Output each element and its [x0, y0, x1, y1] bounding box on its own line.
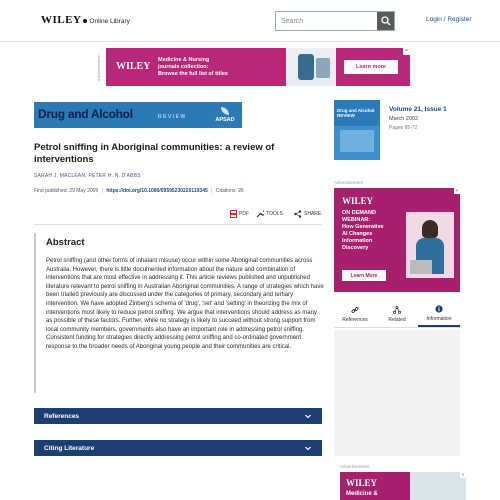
tab-label: Related	[388, 317, 406, 323]
advertisement-label: Advertisement	[340, 464, 369, 469]
advertisement-label: Advertisement	[334, 180, 363, 185]
citing-literature-accordion[interactable]	[34, 440, 322, 456]
ad-close-icon[interactable]: ×	[455, 188, 459, 193]
tools-label: TOOLS	[266, 211, 283, 217]
references-accordion[interactable]	[34, 408, 322, 424]
ad-text-line: Information	[342, 238, 373, 244]
first-published-label: First published:	[34, 188, 68, 194]
article-meta: First published: 29 May 2009 | https://doi.org/10.1080/09595230220119345 | Citations: 26	[34, 188, 244, 194]
side-tabs	[334, 302, 460, 328]
issue-date: March 2002	[389, 116, 419, 122]
pdf-label: PDF	[239, 211, 249, 217]
ad-text-line: How Generative	[342, 224, 384, 230]
information-panel	[334, 330, 460, 456]
doi-link[interactable]: https://doi.org/10.1080/09595230220119345	[106, 188, 208, 194]
ad-close-icon[interactable]: ×	[461, 472, 465, 477]
tab-label: References	[342, 317, 368, 323]
cover-title: Drug and Alcohol REVIEW	[337, 108, 375, 118]
ad-text: Medicine &	[346, 491, 378, 497]
journal-banner[interactable]	[34, 102, 242, 128]
article-title: Petrol sniffing in Aboriginal communities: a review of interventions	[34, 142, 275, 165]
top-advertisement[interactable]	[106, 48, 410, 86]
tab-label: Information	[426, 316, 452, 322]
tab-information[interactable]	[418, 302, 460, 327]
ad-text-line: AI Changes	[342, 231, 373, 237]
society-name: APSAD	[215, 117, 235, 123]
link-icon	[351, 306, 359, 314]
bottom-advertisement[interactable]	[340, 472, 466, 500]
wrench-icon	[256, 210, 264, 218]
references-label: References	[44, 412, 80, 420]
ad-brand: WILEY	[346, 478, 378, 488]
tools-button[interactable]	[256, 210, 283, 218]
ad-close-icon[interactable]: ×	[403, 48, 410, 55]
journal-cover[interactable]	[334, 100, 380, 160]
login-register-link[interactable]: Login / Register	[426, 16, 472, 23]
logo-product: Online Library	[89, 18, 130, 25]
ad-learn-more-button[interactable]: Learn More	[342, 270, 386, 281]
network-icon	[393, 306, 401, 314]
site-header	[0, 0, 500, 42]
share-label: SHARE	[304, 211, 322, 217]
ad-learn-more-button[interactable]: Learn more	[344, 60, 398, 74]
issue-link[interactable]: Volume 21, Issue 1	[389, 106, 447, 113]
ad-brand: WILEY	[116, 61, 151, 72]
share-button[interactable]	[294, 210, 321, 218]
ad-photo	[406, 212, 454, 278]
wiley-logo[interactable]	[41, 14, 130, 26]
ad-text-line: journals collection:	[158, 64, 209, 70]
search-button[interactable]	[377, 12, 394, 30]
tab-references[interactable]	[334, 302, 376, 327]
article-authors[interactable]: SARAH J. MACLEAN, PETER H. N. D'ABBS	[34, 173, 141, 179]
abstract-section	[34, 233, 322, 393]
search-icon	[381, 16, 391, 26]
search-box	[275, 11, 395, 31]
pdf-button[interactable]	[230, 210, 249, 218]
abstract-heading: Abstract	[46, 237, 85, 248]
citing-literature-label: Citing Literature	[44, 444, 95, 452]
pdf-icon	[230, 210, 237, 218]
advertisement-label: Advertisement	[96, 55, 101, 81]
ad-text	[342, 210, 404, 252]
ad-text-line: ON DEMAND	[342, 210, 376, 216]
logo-brand: WILEY	[41, 14, 82, 26]
journal-title: Drug and Alcohol	[38, 107, 133, 121]
abstract-text: Petrol sniffing (and other forms of inhalant misuse) occur within some Aboriginal communities across Australia. However, there is little documented information about the nature and combination of interventions that are most effective in addressing it. This article reviews published and unpublished literature relevant to petrol sniffing in Australian Aboriginal communities. A range of strategies which have been trialled previously are discussed under the categories of primary, secondary and tertiary intervention. We have adopted Zinberg's schema of 'drug', 'set' and 'setting' in theorizing the mix of interventions most likely to reduce petrol sniffing. We argue that interventions should address as many as possible of these factors. Further, while no strategy is likely to succeed without strong support from local community members, governments also have an important role in addressing petrol sniffing. Consistent funding for strategies directly addressing petrol sniffing and co-ordinated government response to the broader needs of Aboriginal young people and their communities are critical.	[46, 258, 324, 350]
share-icon	[294, 210, 302, 218]
chevron-down-icon	[304, 444, 312, 452]
ad-text-line: Browse the full list of titles	[158, 71, 228, 77]
journal-subtitle: REVIEW	[158, 114, 187, 120]
ad-text-line: Medicine & Nursing	[158, 57, 210, 63]
logo-dot-icon	[83, 19, 87, 23]
society-logo	[210, 107, 240, 123]
ad-brand: WILEY	[342, 196, 374, 206]
info-icon	[435, 305, 443, 313]
ad-photo	[286, 48, 336, 86]
leaf-icon	[221, 107, 229, 115]
ad-text-line: WEBINAR:	[342, 217, 371, 223]
tab-related[interactable]	[376, 302, 418, 327]
side-advertisement[interactable]	[334, 188, 460, 292]
divider	[34, 224, 322, 225]
chevron-down-icon	[304, 412, 312, 420]
ad-text-line: Discovery	[342, 245, 369, 251]
citations-count[interactable]: 26	[238, 188, 244, 194]
search-input[interactable]	[276, 12, 377, 30]
ad-text	[158, 57, 278, 78]
issue-pages: Pages 65-72	[389, 125, 418, 131]
citations-label: Citations:	[215, 188, 237, 194]
first-published-date: 29 May 2009	[69, 188, 99, 194]
ad-photo	[410, 472, 466, 500]
